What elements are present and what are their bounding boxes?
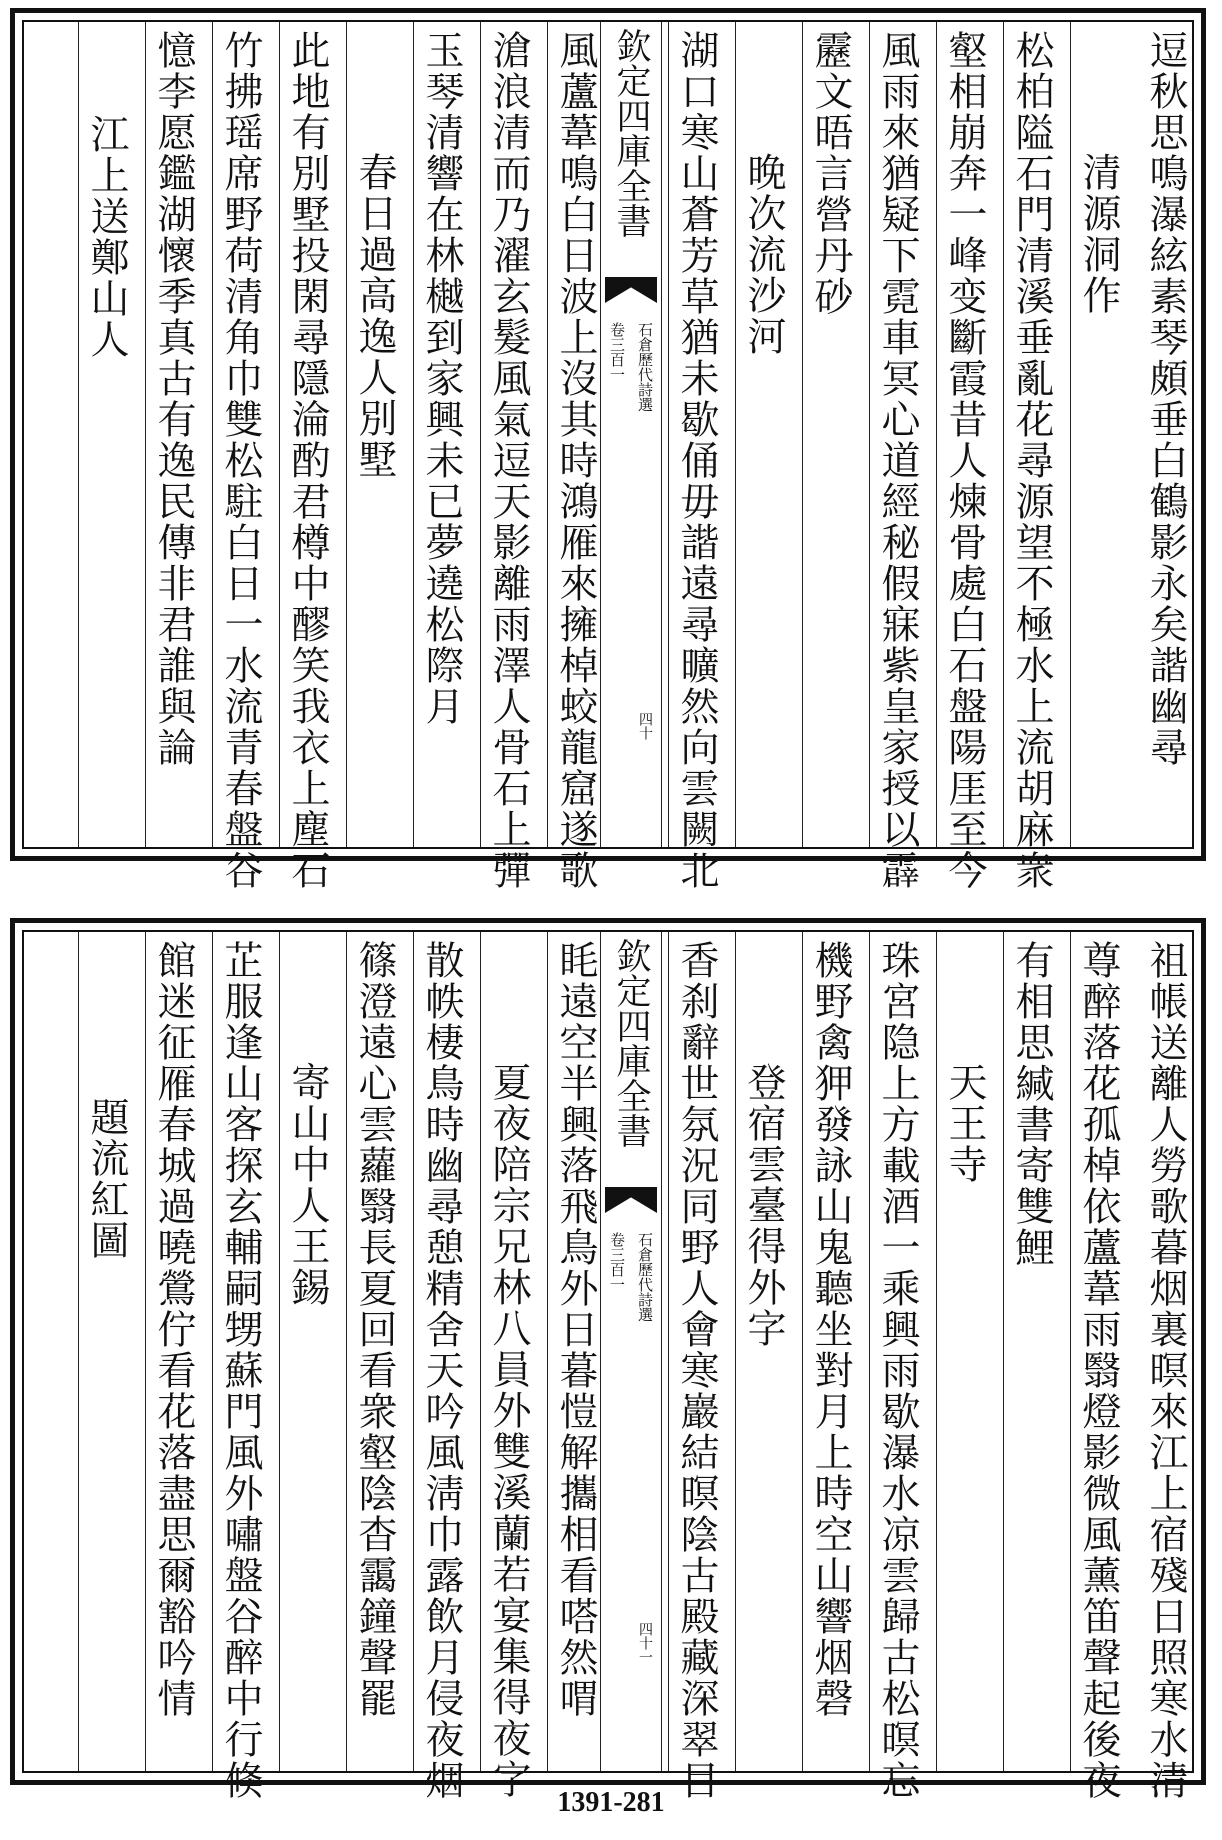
column-text: 此地有別墅投閑尋隱淪酌君樽中醪笑我衣上塵石 [285, 30, 330, 891]
column-text: 湖口寒山蒼芳草猶未歇俑毋諧遠尋曠然向雲闕北 [674, 30, 719, 891]
book-title: 欽定四庫全書 [611, 28, 651, 238]
upper-book-page [10, 8, 1206, 891]
text-column [668, 932, 723, 1801]
text-column [480, 22, 535, 891]
center-fold-column [600, 22, 662, 847]
text-column [869, 932, 924, 1801]
column-text: 機野禽狎發詠山鬼聽坐對月上時空山響烟磬 [808, 940, 853, 1719]
column-text: 竹拂瑶席野荷清角巾雙松駐白日一水流青春盤谷 [218, 30, 263, 891]
column-text: 眊遠空半興落飛鳥外日暮愷解攜相看嗒然喟 [553, 940, 598, 1719]
poem-title-column [936, 932, 991, 1771]
poem-title: 清源洞作 [1076, 152, 1121, 316]
column-text: 館迷征雁春城過曉鶯佇看花落盡思爾豁吟情 [151, 940, 196, 1719]
text-column [1138, 932, 1192, 1801]
volume-label: 卷三百一 [608, 1232, 626, 1292]
poem-title: 寄山中人王錫 [285, 1062, 330, 1308]
text-column [802, 932, 857, 1771]
text-column [346, 932, 401, 1771]
book-title: 欽定四庫全書 [611, 938, 651, 1148]
poem-title: 江上送鄭山人 [84, 114, 129, 360]
text-column [547, 22, 602, 891]
text-column [1070, 932, 1125, 1801]
upper-page-frame [22, 20, 1194, 891]
text-column [212, 932, 267, 1801]
text-column [936, 22, 991, 891]
text-column [145, 932, 200, 1771]
column-text: 祖帳送離人勞歌暮烟裏暝來江上宿殘日照寒水清 [1143, 940, 1188, 1801]
text-column [413, 932, 468, 1801]
column-text: 篠澄遠心雲蘿翳長夏回看衆壑陰杳靄鐘聲罷 [352, 940, 397, 1719]
text-column [279, 22, 334, 891]
volume-label: 卷三百一 [608, 322, 626, 382]
page-footer-number: 1391-281 [557, 1787, 665, 1818]
column-text: 風雨來猶疑下霓車冥心道經秘假寐紫皇家授以霹 [875, 30, 920, 891]
column-text: 芷服逢山客探玄輔嗣甥蘇門風外嘯盤谷醉中行倏 [218, 940, 263, 1801]
text-column [145, 22, 200, 847]
column-text: 玉琴清響在林樾到家興未已夢遶松際月 [419, 30, 464, 727]
page-number: 四十一 [637, 1622, 653, 1664]
lower-book-page [10, 918, 1206, 1801]
poem-title-column [279, 932, 334, 1771]
poem-title: 題流紅圖 [84, 1097, 129, 1261]
poem-title-column [735, 22, 790, 847]
poem-title-column [1070, 22, 1125, 847]
column-text: 散帙棲鳥時幽尋憩精舍天吟風淸巾露飲月侵夜烟 [419, 940, 464, 1801]
column-text: 風蘆葦鳴白日波上沒其時鴻雁來擁棹蛟龍窟遂歌 [553, 30, 598, 891]
text-column [413, 22, 468, 847]
column-text: 靂文晤言營丹砂 [808, 30, 853, 317]
poem-title: 登宿雲臺得外字 [741, 1062, 786, 1349]
column-text: 有相思緘書寄雙鯉 [1009, 940, 1054, 1268]
column-text: 逗秋思鳴瀑絃素琴頗垂白鶴影永矣諧幽尋 [1143, 30, 1188, 768]
poem-title-column [78, 932, 133, 1771]
text-column [212, 22, 267, 891]
poem-title-column [78, 22, 133, 847]
lower-page-frame [22, 930, 1194, 1801]
text-column [547, 932, 602, 1771]
poem-title: 夏夜陪宗兄林八員外雙溪蘭若宴集得夜字 [486, 1062, 531, 1800]
text-column [1003, 22, 1058, 891]
poem-title-column [735, 932, 790, 1771]
poem-title-column [480, 932, 535, 1800]
source-label: 石倉歷代詩選 [636, 1232, 654, 1322]
page-number: 四十 [637, 712, 653, 740]
fishtail-ornament [605, 1187, 657, 1213]
column-text: 尊醉落花孤棹依蘆葦雨翳燈影微風薰笛聲起後夜 [1076, 940, 1121, 1801]
column-text: 滄浪清而乃濯玄髮風氣逗天影離雨澤人骨石上彈 [486, 30, 531, 891]
column-text: 珠宮隐上方載酒一乘興雨歇瀑水凉雲歸古松暝忘 [875, 940, 920, 1801]
column-text: 憶李愿鑑湖懷季真古有逸民傳非君誰與論 [151, 30, 196, 768]
text-column [1003, 932, 1058, 1771]
column-text: 松柏隘石門清溪垂亂花尋源望不極水上流胡麻衆 [1009, 30, 1054, 891]
column-text: 香刹辭世氛況同野人會寒巖結暝陰古殿藏深翠目 [674, 940, 719, 1801]
poem-title-column [346, 22, 401, 847]
center-fold-column [600, 932, 662, 1771]
fishtail-ornament [605, 277, 657, 303]
poem-title: 晚次流沙河 [741, 152, 786, 357]
poem-title: 春日過高逸人別墅 [352, 152, 397, 480]
text-column [1138, 22, 1192, 847]
source-label: 石倉歷代詩選 [636, 322, 654, 412]
text-column [869, 22, 924, 891]
text-column [802, 22, 857, 847]
poem-title: 天王寺 [942, 1062, 987, 1185]
column-text: 壑相崩奔一峰变斷霞昔人煉骨處白石盤陽厓至今 [942, 30, 987, 891]
text-column [668, 22, 723, 891]
